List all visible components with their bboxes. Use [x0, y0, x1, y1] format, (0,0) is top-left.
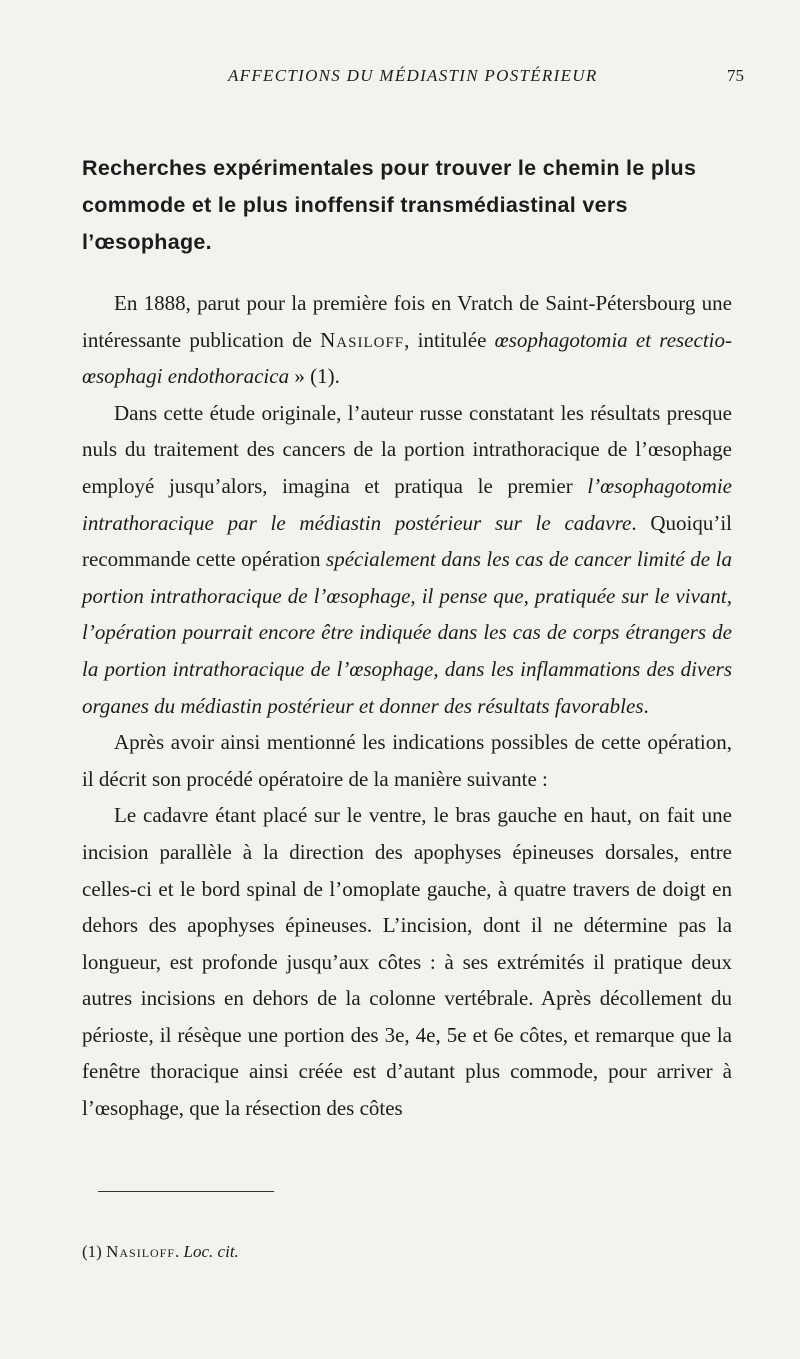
body-text	[82, 285, 732, 1127]
paragraph-4: Le cadavre étant placé sur le ventre, le bras gauche en haut, on fait une incision parallèle à la direction des apophyses épineuses dorsales, entre celles-ci et le bord spinal de l’omoplate gauche, à quatre travers de doigt en dehors des apophyses épineuses. L’incision, dont il ne détermine pas la longueur, est profonde jusqu’aux côtes : à ses extrémités il pratique deux autres incisions en dehors de la colonne vertébrale. Après décollement du périoste, il résèque une portion des 3e, 4e, 5e et 6e côtes, et remarque que la fenêtre thoracique ainsi créée est d’autant plus commode, pour arriver à l’œsophage, que la résection des côtes	[82, 803, 732, 1121]
p1-text-c: » (	[289, 364, 318, 389]
paragraph-2	[82, 395, 732, 724]
footnote-author: Nasiloff	[106, 1242, 176, 1261]
p1-text-b: , intitulée	[404, 327, 495, 352]
author-name: Nasiloff	[320, 327, 405, 352]
p1-text-d: ).	[327, 364, 340, 389]
paragraph-3: Après avoir ainsi mentionné les indications possibles de cette opération, il décrit son procédé opératoire de la manière suivante :	[82, 730, 732, 791]
publication-title: œsophagotomia et resectio-œsophagi endothoracica	[82, 327, 732, 389]
running-title: AFFECTIONS DU MÉDIASTIN POSTÉRIEUR	[228, 66, 598, 85]
footnote-rule	[98, 1191, 274, 1192]
p2-italic-2: spécialement dans les cas de cancer limité de la portion intrathoracique de l’œsophage, il pense que, pratiquée sur le vivant, l’opération pourrait encore être indiquée dans les cas de corps étrangers de la portion intrathoracique de l’œsophage, dans les inflammations des divers organes du médiastin postérieur et donner des résultats favorables	[82, 547, 732, 718]
section-heading: Recherches expérimentales pour trouver le chemin le plus commode et le plus inoffensif transmédiastinal vers l’œsophage.	[82, 156, 697, 254]
footnote: (1) Nasiloff. Loc. cit.	[82, 1242, 239, 1261]
footnote-ref: 1	[317, 364, 328, 389]
p2-text-a: Dans cette étude originale, l’auteur russe constatant les résultats presque nuls du traitement des cancers de la portion intrathoracique de l’œsophage employé jusqu’alors, imagina et pratiqua le premier	[82, 400, 732, 498]
footnote-reference: Loc. cit.	[183, 1242, 239, 1261]
p2-text-b: . Quoiqu’il recommande cette opération	[82, 510, 732, 572]
footnote-marker: (1)	[82, 1242, 102, 1261]
p2-text-c: .	[643, 693, 649, 718]
paragraph-1	[82, 285, 732, 395]
p1-text-a: En 1888, parut pour la première fois en Vratch de Saint-Pétersbourg une intéressante publication de	[82, 291, 732, 352]
page-number: 75	[727, 66, 744, 85]
running-head	[0, 66, 800, 96]
p2-italic-1: l’œsophagotomie intrathoracique par le médiastin postérieur sur le cadavre	[82, 473, 732, 535]
